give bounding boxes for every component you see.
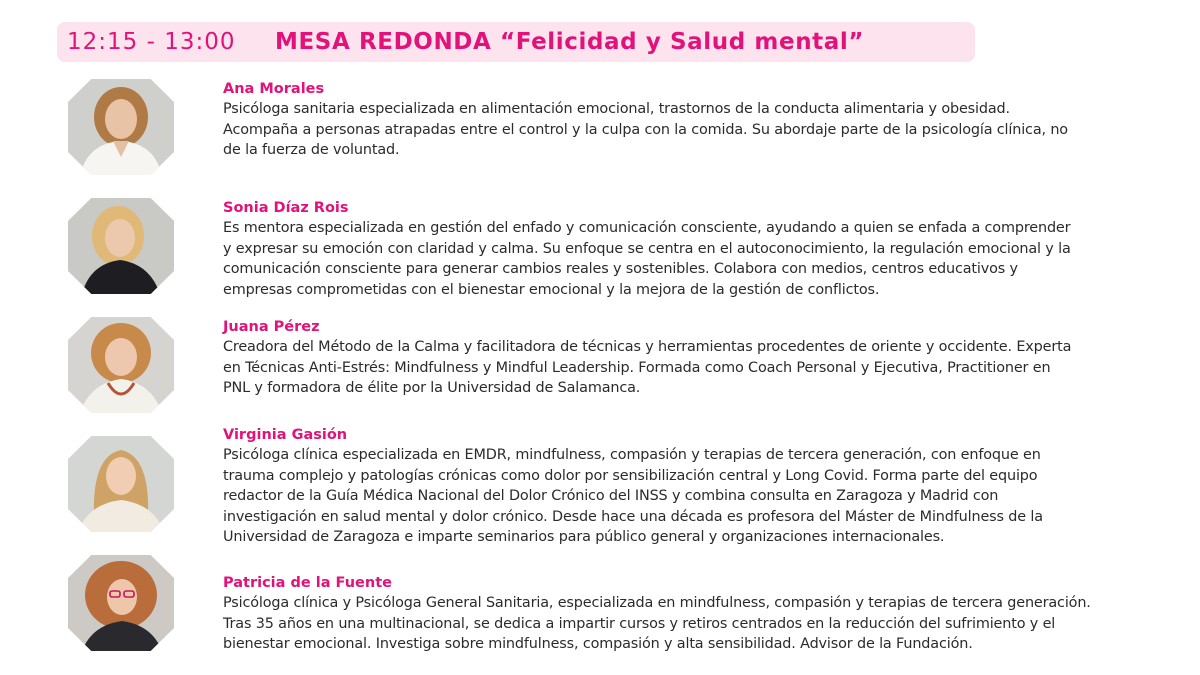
speaker-bio: Psicóloga clínica especializada en EMDR, mindfulness, compasión y terapias de tercera generación, con enfoque en trauma complejo y patologías crónicas como dolor por sensibilización central y Long Covid. Forma parte del equipo redactor de la Guía Médica Nacional del Dolor Crónico del INSS y combina consulta en Zaragoza y Madrid con investigación en salud mental y dolor crónico. Desde hace una década es profesora del Máster de Mindfulness de la Universidad de Zaragoza e imparte seminarios para público general y organizaciones internacionales. [223, 447, 1043, 546]
speaker-photo [68, 317, 174, 413]
speaker-bio: Psicóloga clínica y Psicóloga General Sanitaria, especializada en mindfulness, compasión y terapias de tercera generación. Tras 35 años en una multinacional, se dedica a impartir cursos y retiros centrados en la reducción del sufrimiento y el bienestar emocional. Investiga sobre mindfulness, compasión y alta sensibilidad. Advisor de la Fundación. [223, 595, 1091, 653]
session-header [57, 22, 975, 62]
speaker-photo [68, 555, 174, 651]
speaker-photo [68, 436, 174, 532]
speaker-bio: Es mentora especializada en gestión del enfado y comunicación consciente, ayudando a quien se enfada a comprender y expresar su emoción con claridad y calma. Su enfoque se centra en el autoconocimiento, la regulación emocional y la comunicación consciente para generar cambios reales y sostenibles. Colabora con medios, centros educativos y empresas comprometidas con el bienestar emocional y la mejora de la gestión de conflictos. [223, 220, 1071, 298]
speaker-name: Juana Pérez [223, 319, 320, 335]
speaker-name: Sonia Díaz Rois [223, 200, 349, 216]
session-time: 12:15 - 13:00 [67, 29, 236, 55]
speaker-photo [68, 198, 174, 294]
session-title: MESA REDONDA “Felicidad y Salud mental” [275, 29, 865, 55]
speaker-bio: Psicóloga sanitaria especializada en alimentación emocional, trastornos de la conducta alimentaria y obesidad. Acompaña a personas atrapadas entre el control y la culpa con la comida. Su abordaje parte de la psicología clínica, no de la fuerza de voluntad. [223, 101, 1068, 159]
speaker-name: Ana Morales [223, 81, 325, 97]
speaker-bio: Creadora del Método de la Calma y facilitadora de técnicas y herramientas procedentes de oriente y occidente. Experta en Técnicas Anti-Estrés: Mindfulness y Mindful Leadership. Formada como Coach Personal y Ejecutiva, Practitioner en PNL y formadora de élite por la Universidad de Salamanca. [223, 339, 1072, 397]
speaker-photo [68, 79, 174, 175]
speaker-name: Virginia Gasión [223, 427, 348, 443]
speaker-name: Patricia de la Fuente [223, 575, 392, 591]
